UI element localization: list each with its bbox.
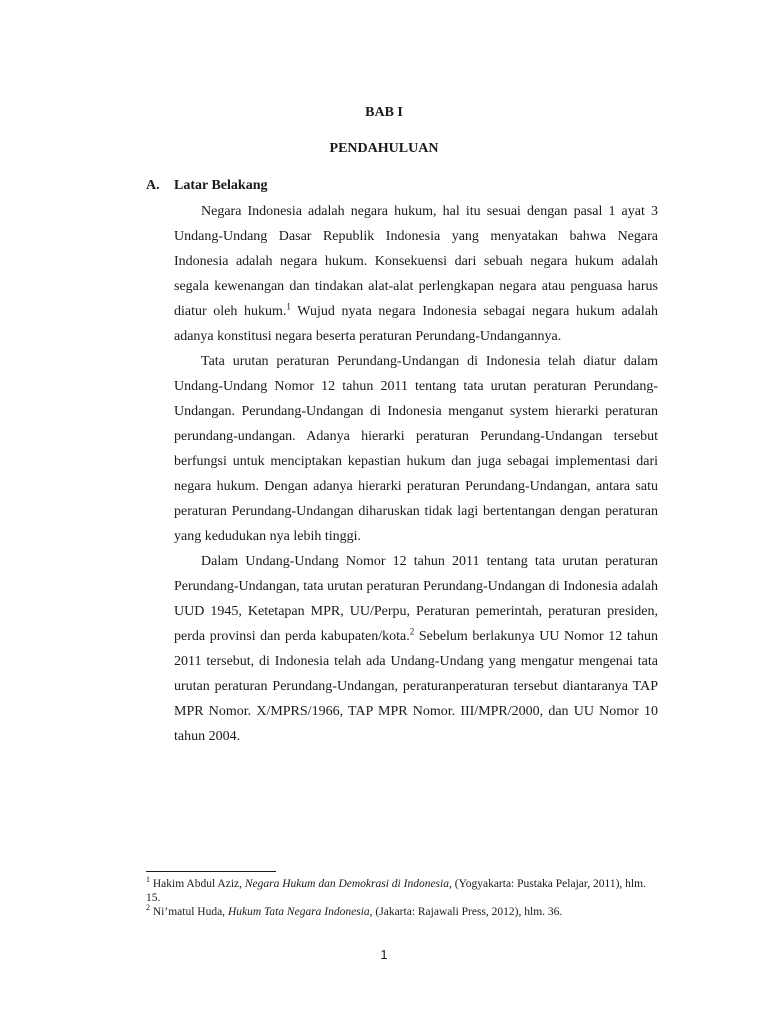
- footnote-number: 2: [146, 903, 150, 913]
- footnote-ref[interactable]: 1: [286, 301, 291, 312]
- footnote-title: Negara Hukum dan Demokrasi di Indonesia: [244, 878, 449, 890]
- paragraph-3: [174, 549, 658, 749]
- paragraph-text: Sebelum berlakunya UU Nomor 12 tahun 2011 tersebut, di Indonesia telah ada Undang-Undang yang mengatur mengenai tata urutan peraturan Perundang-Undangan, peraturanperaturan tersebut diantaranya TAP MPR Nomor. X/MPRS/1966, TAP MPR Nomor. III/MPR/2000, dan UU Nomor 10 tahun 2004.: [174, 629, 658, 744]
- footnote-author: Ni’matul Huda,: [150, 906, 228, 918]
- chapter-number: BAB I: [365, 105, 403, 120]
- footnote-author: Hakim Abdul Aziz,: [150, 878, 245, 890]
- footnote-title: Hukum Tata Negara Indonesia,: [227, 906, 373, 918]
- paragraph-text: Tata urutan peraturan Perundang-Undangan di Indonesia telah diatur dalam Undang-Undang Nomor 12 tahun 2011 tentang tata urutan peraturan Perundang-Undangan. Perundang-Undangan di Indonesia menganut system hierarki peraturan perundang-undangan. Adanya hierarki peraturan Perundang-Undangan tersebut berfungsi untuk menciptakan kepastian hukum dan juga sebagai implementasi dari negara hukum. Dengan adanya hierarki peraturan Perundang-Undangan, antara satu peraturan Perundang-Undangan diharuskan tidak lagi bertentangan dengan peraturan yang kedudukan nya lebih tinggi.: [174, 354, 658, 544]
- footnote-2: [146, 905, 660, 919]
- page-number: 1: [380, 947, 388, 962]
- paragraph-text: Dalam Undang-Undang Nomor 12 tahun 2011 tentang tata urutan peraturan Perundang-Undangan, tata urutan peraturan Perundang-Undangan di Indonesia adalah UUD 1945, Ketetapan MPR, UU/Perpu, Peraturan pemerintah, peraturan presiden, perda provinsi dan perda kabupaten/kota.: [174, 554, 658, 644]
- paragraph-1: [174, 199, 658, 349]
- footnote-separator: [146, 871, 276, 872]
- section-heading: [146, 178, 267, 194]
- footnote-ref[interactable]: 2: [409, 626, 415, 637]
- footnote-details: (Jakarta: Rajawali Press, 2012), hlm. 36.: [372, 906, 563, 918]
- section-label: A.: [146, 178, 160, 193]
- paragraph-text: Negara Indonesia adalah negara hukum, hal itu sesuai dengan pasal 1 ayat 3 Undang-Undang Dasar Republik Indonesia yang menyatakan bahwa Negara Indonesia adalah negara hukum. Konsekuensi dari sebuah negara hukum adalah segala kewenangan dan tindakan alat-alat perlengkapan negara atau penguasa harus diatur oleh hukum.: [174, 204, 658, 319]
- footnote-details: , (Yogyakarta: Pustaka Pelajar, 2011), hlm. 15.: [146, 878, 646, 904]
- footnote-1: [146, 877, 660, 905]
- section-title: Latar Belakang: [174, 178, 268, 193]
- footnote-number: 1: [146, 875, 150, 885]
- paragraph-text: Wujud nyata negara Indonesia sebagai negara hukum adalah adanya konstitusi negara beserta peraturan Perundang-Undangannya.: [174, 304, 659, 344]
- paragraph-2: [174, 349, 658, 549]
- chapter-title: PENDAHULUAN: [329, 141, 439, 156]
- footnotes: [146, 877, 660, 919]
- body-text: [174, 199, 658, 749]
